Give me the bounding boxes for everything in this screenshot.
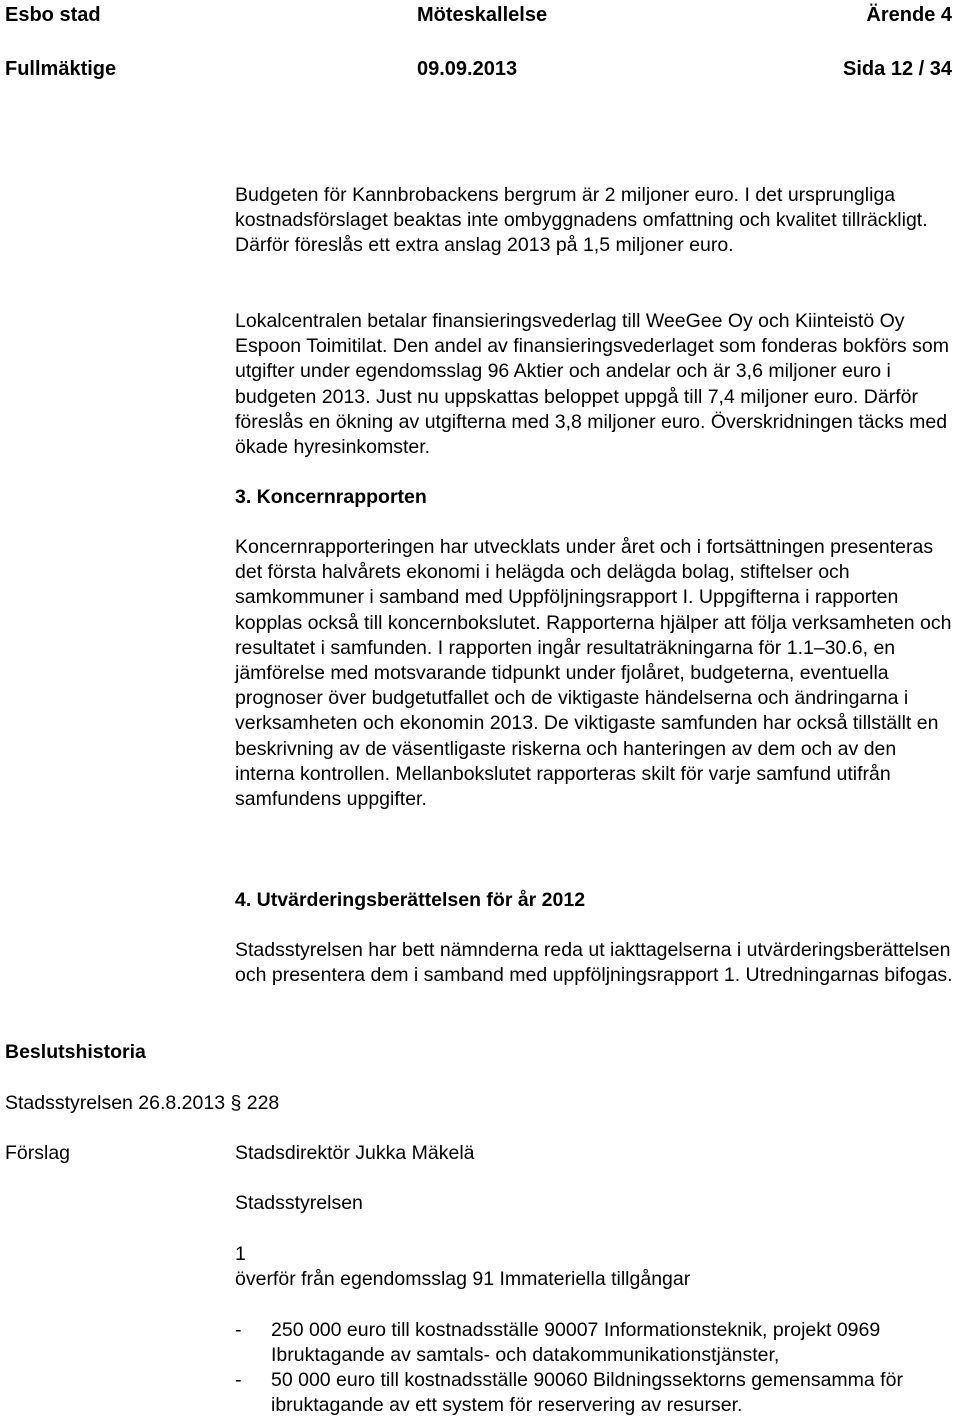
header-row-1 (5, 3, 952, 31)
paragraph-text: Koncernrapporteringen har utvecklats under året och i fortsättningen presenteras det första halvårets ekonomi i helägda och delägda bolag, stiftelser och samkommuner i samband med Uppföljningsrapport I. Uppgifterna i rapporten kopplas också till koncernbokslutet. Rapporterna hjälper att följa verksamheten och resultatet i samfunden. I rapporten ingår resultaträkningarna för 1.1–30.6, en jämförelse med motsvarande tidpunkt under fjolåret, budgeterna, eventuella prognoser över budgetutfallet och de viktigaste händelserna och ändringarna i verksamheten och ekonomin 2013. De viktigaste samfunden har också tillställt en beskrivning av de väsentligaste riskerna och hanteringen av dem och av den interna kontrollen. Mellanbokslutet rapporteras skilt för varje samfund utifrån samfundens uppgifter. (235, 536, 952, 811)
section-heading-3: 3. Koncernrapporten (235, 486, 427, 508)
proposal-label: Förslag (5, 1142, 71, 1164)
page-number: Sida 12 / 34 (843, 58, 952, 80)
paragraph-text: Lokalcentralen betalar finansieringsvederlag till WeeGee Oy och Kiinteistö Oy Espoon Toimitilat. Den andel av finansieringsvederlaget som fonderas bokförs som utgifter under egendomsslag 96 Aktier och andelar och är 3,6 miljoner euro i budgeten 2013. Just nu uppskattas beloppet uppgå till 7,4 miljoner euro. Därför föreslås en ökning av utgifterna med 3,8 miljoner euro. Överskridningen täcks med ökade hyresinkomster. (235, 310, 949, 459)
paragraph-bergrum (235, 183, 957, 259)
proposer: Stadsdirektör Jukka Mäkelä (235, 1142, 475, 1164)
bullet-text: 50 000 euro till kostnadsställe 90060 Bildningssektorns gemensamma för ibruktagande av ett system för reservering av resurser. (271, 1369, 903, 1417)
item-text: överför från egendomsslag 91 Immateriella tillgångar (235, 1268, 691, 1290)
history-title: Beslutshistoria (5, 1041, 146, 1063)
city-name: Esbo stad (5, 4, 101, 26)
bullet-dash: - (235, 1369, 242, 1391)
document-type: Möteskallelse (417, 4, 548, 26)
paragraph-text: Stadsstyrelsen har bett nämnderna reda ut iakttagelserna i utvärderingsberättelsen och presentera dem i samband med uppföljningsrapport 1. Utredningarnas bifogas. (235, 939, 953, 987)
history-meeting: Stadsstyrelsen 26.8.2013 § 228 (5, 1092, 280, 1114)
agenda-item: Ärende 4 (866, 4, 952, 26)
paragraph-text: Budgeten för Kannbrobackens bergrum är 2 miljoner euro. I det ursprungliga kostnadsförslaget beaktas inte ombyggnadens omfattning och kvalitet tillräckligt. Därför föreslås ett extra anslag 2013 på 1,5 miljoner euro. (235, 184, 928, 257)
header-row-2 (5, 57, 952, 85)
paragraph-koncernrapporten (235, 535, 957, 812)
meeting-date: 09.09.2013 (417, 58, 518, 80)
section-heading-4: 4. Utvärderingsberättelsen för år 2012 (235, 889, 586, 911)
item-number: 1 (235, 1243, 246, 1265)
paragraph-lokalcentralen (235, 309, 957, 460)
bullet-text: 250 000 euro till kostnadsställe 90007 Informationsteknik, projekt 0969 Ibruktagande av samtals- och datakommunikationstjänster, (271, 1319, 881, 1367)
paragraph-utvardering (235, 938, 957, 988)
decision-body: Stadsstyrelsen (235, 1192, 363, 1214)
council-name: Fullmäktige (5, 58, 117, 80)
bullet-dash: - (235, 1319, 242, 1341)
